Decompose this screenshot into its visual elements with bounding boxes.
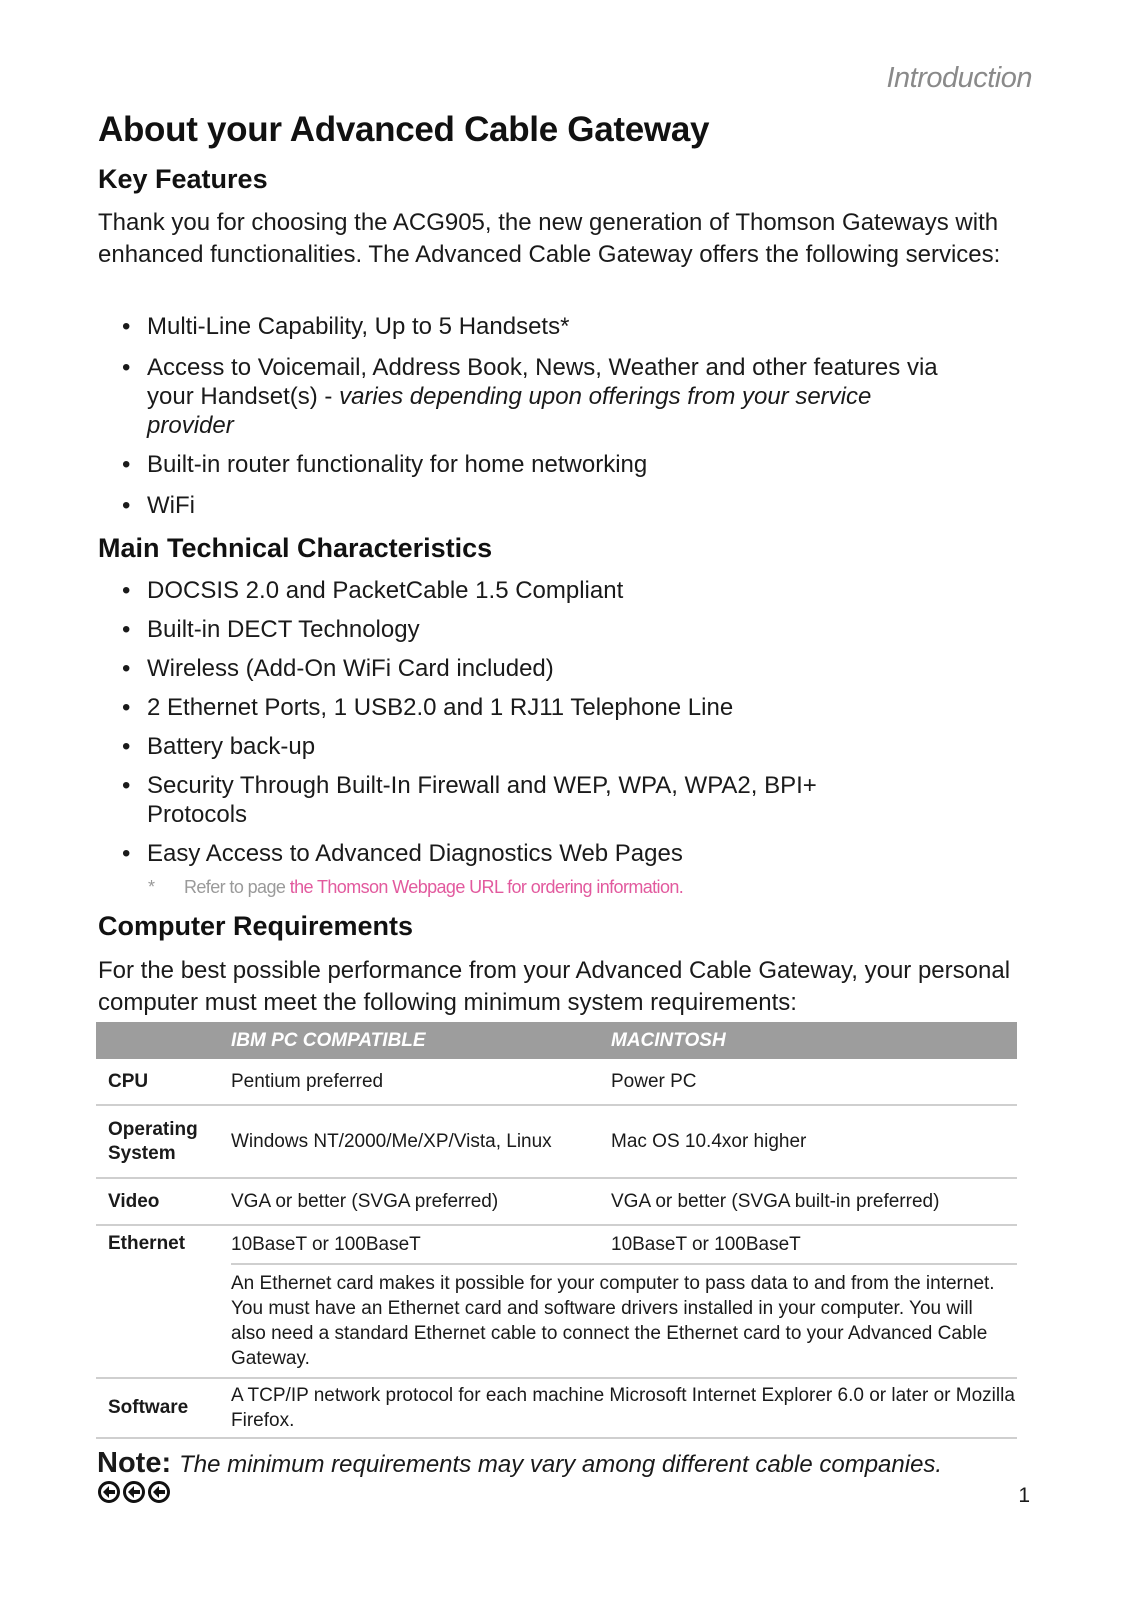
list-item: • Multi-Line Capability, Up to 5 Handsets* [120, 312, 1020, 341]
list-item: • Easy Access to Advanced Diagnostics Web Pages [120, 839, 1020, 868]
table-header-row [96, 1022, 1017, 1059]
thomson-webpage-link[interactable]: the Thomson Webpage URL for ordering information. [289, 877, 684, 897]
table-cell: 10BaseT or 100BaseT [231, 1225, 611, 1264]
table-header-cell: MACINTOSH [611, 1022, 1017, 1059]
table-row [96, 1059, 1017, 1105]
list-item: • Built-in router functionality for home networking [120, 450, 1020, 479]
table-cell: Power PC [611, 1059, 1017, 1105]
requirements-table [96, 1022, 1017, 1439]
table-cell: An Ethernet card makes it possible for your computer to pass data to and from the internet. You must have an Ethernet card and software drivers installed in your computer. You will also need a standard Ethernet cable to connect the Ethernet card to your Advanced Cable Gateway. [231, 1264, 1017, 1378]
table-cell: VGA or better (SVGA built-in preferred) [611, 1178, 1017, 1225]
row-label: Video [96, 1178, 231, 1225]
key-features-list [120, 312, 1020, 520]
row-label: Software [96, 1378, 231, 1438]
list-item: • WiFi [120, 491, 1020, 520]
table-row [96, 1225, 1017, 1264]
note-label: Note: [97, 1447, 172, 1479]
table-cell: 10BaseT or 100BaseT [611, 1225, 1017, 1264]
table-row [96, 1264, 1017, 1378]
main-tech-heading: Main Technical Characteristics [98, 533, 493, 563]
table-cell: A TCP/IP network protocol for each machine Microsoft Internet Explorer 6.0 or later or Mozilla Firefox. [231, 1378, 1017, 1438]
table-cell: Mac OS 10.4xor higher [611, 1105, 1017, 1178]
list-item: • Wireless (Add-On WiFi Card included) [120, 654, 1020, 683]
table-cell: Windows NT/2000/Me/XP/Vista, Linux [231, 1105, 611, 1178]
table-row [96, 1178, 1017, 1225]
table-cell: Pentium preferred [231, 1059, 611, 1105]
list-item: • 2 Ethernet Ports, 1 USB2.0 and 1 RJ11 Telephone Line [120, 693, 1020, 722]
table-row [96, 1378, 1017, 1438]
list-item: • Built-in DECT Technology [120, 615, 1020, 644]
key-features-heading: Key Features [98, 164, 268, 194]
triple-circle-arrow-logo-icon [97, 1480, 171, 1509]
footnote-marker: * [148, 877, 155, 897]
key-features-intro: Thank you for choosing the ACG905, the new generation of Thomson Gateways with enhanced functionalities. The Advanced Cable Gateway offers the following services: [98, 209, 1001, 268]
page-title: About your Advanced Cable Gateway [98, 110, 710, 149]
list-item: • Access to Voicemail, Address Book, News, Weather and other features via your Handset(s) - varies depending upon offerings from your service provider [120, 353, 947, 440]
page-number: 1 [1018, 1484, 1030, 1507]
row-label: CPU [96, 1059, 231, 1105]
table-cell: VGA or better (SVGA preferred) [231, 1178, 611, 1225]
computer-req-intro: For the best possible performance from your Advanced Cable Gateway, your personal computer must meet the following minimum system requirements: [98, 957, 1011, 1016]
row-label: Ethernet [96, 1225, 231, 1378]
footnote [148, 877, 683, 898]
list-item: • Security Through Built-In Firewall and WEP, WPA, WPA2, BPI+ Protocols [120, 771, 907, 829]
footnote-text: Refer to page [184, 877, 290, 897]
main-tech-list [120, 576, 1020, 868]
note-text: The minimum requirements may vary among different cable companies. [179, 1451, 943, 1478]
list-item: • DOCSIS 2.0 and PacketCable 1.5 Compliant [120, 576, 1020, 605]
table-row [96, 1105, 1017, 1178]
table-header-cell [96, 1022, 231, 1059]
computer-req-heading: Computer Requirements [98, 911, 414, 941]
table-header-cell: IBM PC COMPATIBLE [231, 1022, 611, 1059]
section-header: Introduction [886, 62, 1032, 94]
list-item: • Battery back-up [120, 732, 1020, 761]
row-label: Operating System [96, 1105, 231, 1178]
note [97, 1447, 942, 1480]
